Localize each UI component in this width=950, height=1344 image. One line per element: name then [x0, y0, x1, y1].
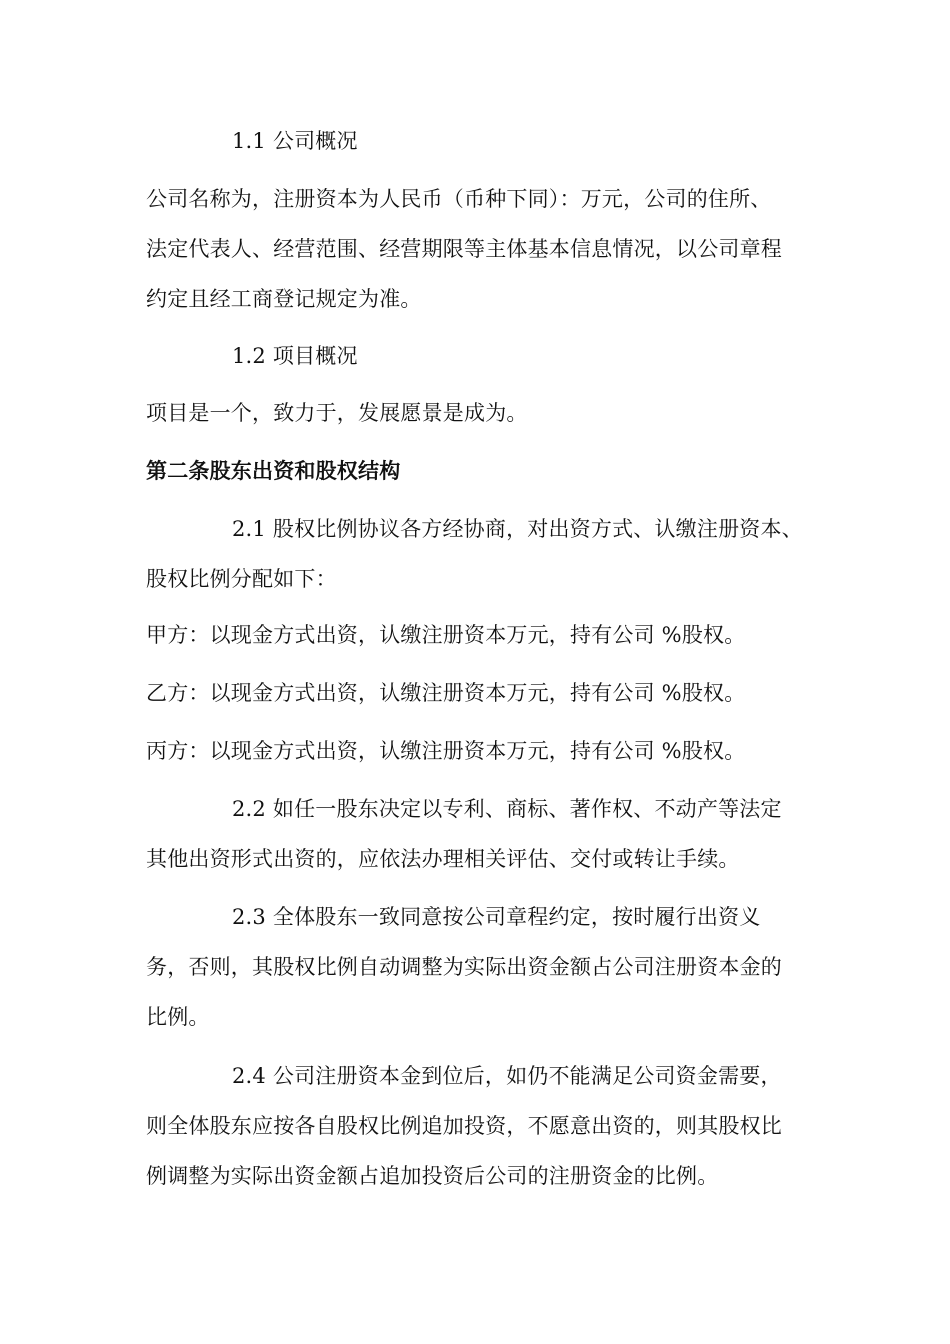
paragraph-line: 公司名称为，注册资本为人民币（币种下同）：万元，公司的住所、: [146, 187, 772, 211]
paragraph-line: 约定且经工商登记规定为准。: [146, 287, 422, 311]
paragraph-line: 股权比例分配如下：: [146, 567, 337, 591]
clause-2-3: 2.3 全体股东一致同意按公司章程约定，按时履行出资义: [232, 905, 761, 929]
paragraph-line: 则全体股东应按各自股权比例追加投资，不愿意出资的，则其股权比: [146, 1114, 782, 1138]
clause-2-2: 2.2 如任一股东决定以专利、商标、著作权、不动产等法定: [232, 797, 782, 821]
article-heading: 第二条股东出资和股权结构: [146, 458, 401, 483]
party-c-line: 丙方：以现金方式出资，认缴注册资本万元，持有公司 %股权。: [146, 739, 746, 763]
paragraph-line: 例调整为实际出资金额占追加投资后公司的注册资金的比例。: [146, 1164, 719, 1188]
paragraph-line: 法定代表人、经营范围、经营期限等主体基本信息情况，以公司章程: [146, 237, 782, 261]
paragraph-line: 项目是一个，致力于，发展愿景是成为。: [146, 401, 528, 425]
heading-company-overview: 1.1 公司概况: [232, 129, 358, 153]
paragraph-line: 比例。: [146, 1005, 210, 1029]
paragraph-line: 务，否则，其股权比例自动调整为实际出资金额占公司注册资本金的: [146, 955, 782, 979]
party-b-line: 乙方：以现金方式出资，认缴注册资本万元，持有公司 %股权。: [146, 681, 746, 705]
paragraph-line: 其他出资形式出资的，应依法办理相关评估、交付或转让手续。: [146, 847, 740, 871]
clause-2-1: 2.1 股权比例协议各方经协商，对出资方式、认缴注册资本、: [232, 517, 803, 541]
party-a-line: 甲方：以现金方式出资，认缴注册资本万元，持有公司 %股权。: [146, 623, 746, 647]
clause-2-4: 2.4 公司注册资本金到位后，如仍不能满足公司资金需要，: [232, 1064, 782, 1088]
heading-project-overview: 1.2 项目概况: [232, 344, 358, 368]
